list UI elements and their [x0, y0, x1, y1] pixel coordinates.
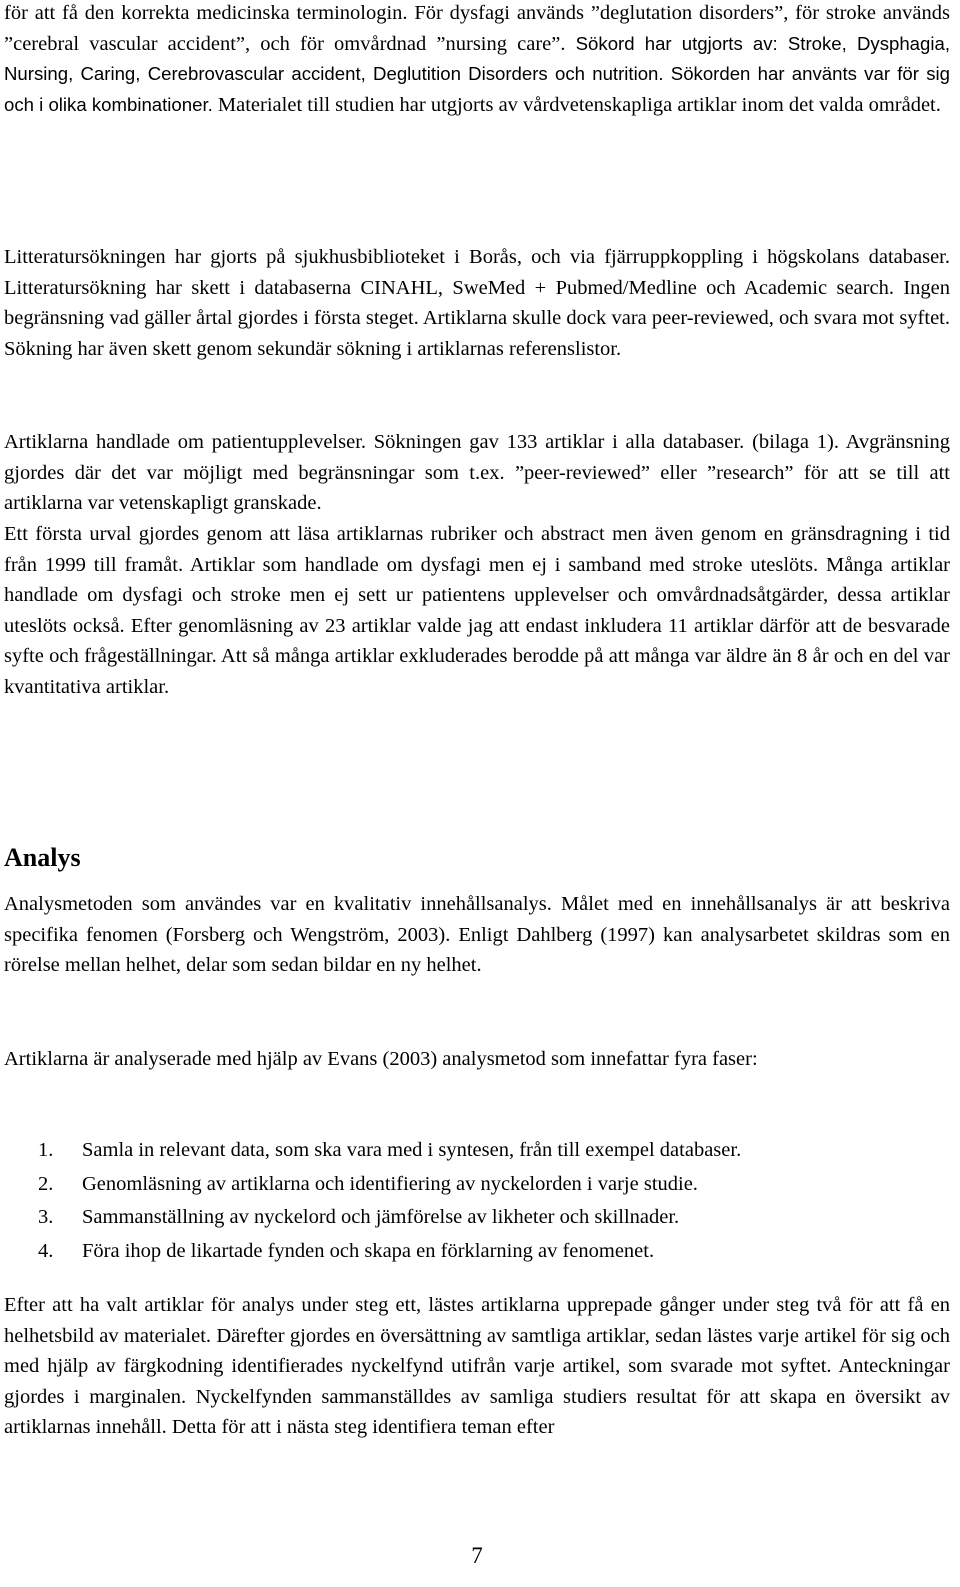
list-item-number: 4.	[38, 1239, 54, 1262]
paragraph-search-terms-keywords: Sökord har utgjorts av: Stroke, Dysphagia, Nursing, Caring, Cerebrovascular accident, Deglutition Disorders och nutrition. Sökorden har använts var för sig och i olika kombinationer.	[4, 32, 950, 115]
list-item-text: Föra ihop de likartade fynden och skapa en förklarning av fenomenet.	[82, 1239, 655, 1262]
list-item	[38, 1201, 948, 1235]
paragraph-selection: Ett första urval gjordes genom att läsa artiklarnas rubriker och abstract men även genom en gränsdragning i tid från 1999 till framåt. Artiklar som handlade om dysfagi men ej i samband med stroke uteslöts. Många artiklar handlade om dysfagi och stroke men ej sett ur patientens upplevelser och omvårdnadsåtgärder, dessa artiklar uteslöts också. Efter genomläsning av 23 artiklar valde jag att endast inkludera 11 artiklar därför att de besvarade syfte och frågeställningar. Att så många artiklar exkluderades berodde på att många var äldre än 8 år och en del var kvantitativa artiklar.	[4, 523, 950, 698]
paragraph-search-terms	[4, 0, 950, 120]
paragraph-analysis-method: Analysmetoden som användes var en kvalitativ innehållsanalys. Målet med en innehållsanalys är att beskriva specifika fenomen (Forsberg och Wengström, 2003). Enligt Dahlberg (1997) kan analysarbetet skildras som en rörelse mellan helhet, delar som sedan bildar en ny helhet.	[4, 893, 950, 976]
list-item	[38, 1235, 948, 1269]
list-item	[38, 1134, 948, 1168]
paragraph-evans-method: Artiklarna är analyserade med hjälp av Evans (2003) analysmetod som innefattar fyra faser:	[4, 1048, 758, 1070]
paragraph-analysis-process: Efter att ha valt artiklar för analys under steg ett, lästes artiklarna upprepade gånger under steg två för att få en helhetsbild av materialet. Därefter gjordes en översättning av samtliga artiklar, sedan lästes varje artikel för sig och med hjälp av färgkodning identifierades nyckelfynd utifrån varje artikel, som svarade mot syftet. Anteckningar gjordes i marginalen. Nyckelfynden sammanställdes av samliga studiers resultat för att skapa en översikt av artiklarnas innehåll. Detta för att i nästa steg identifiera teman efter	[4, 1294, 950, 1438]
list-item	[38, 1168, 948, 1202]
list-item-text: Samla in relevant data, som ska vara med i syntesen, från till exempel databaser.	[82, 1139, 742, 1161]
paragraph-search-terms-intro: för att få den korrekta medicinska terminologin. För dysfagi används ”deglutation disorders”, för stroke används ”cerebral vascular accident”, och för omvårdnad ”nursing care”.	[4, 2, 950, 55]
section-heading-analys: Analys	[4, 843, 81, 872]
list-item-number: 3.	[38, 1206, 54, 1228]
list-item-number: 2.	[38, 1172, 54, 1195]
paragraph-articles-result: Artiklarna handlade om patientupplevelser. Sökningen gav 133 artiklar i alla databaser. (bilaga 1). Avgränsning gjordes där det var möjligt med begränsningar som t.ex. ”peer-reviewed” eller ”research” för att se till att artiklarna var vetenskapligt granskade.	[4, 431, 950, 514]
paragraph-literature-search: Litteratursökningen har gjorts på sjukhusbiblioteket i Borås, och via fjärruppkoppling i högskolans databaser. Litteratursökning har skett i databaserna CINAHL, SweMed + Pubmed/Medline och Academic search. Ingen begränsning vad gäller årtal gjordes i första steget. Artiklarna skulle dock vara peer-reviewed, och svara mot syftet. Sökning har även skett genom sekundär sökning i artiklarnas referenslistor.	[4, 246, 950, 360]
list-item-text: Genomläsning av artiklarna och identifiering av nyckelorden i varje studie.	[82, 1172, 698, 1195]
list-item-number: 1.	[38, 1139, 54, 1161]
paragraph-search-terms-material: Materialet till studien har utgjorts av vårdvetenskapliga artiklar inom det valda området.	[212, 93, 941, 116]
page-number: 7	[471, 1543, 483, 1568]
list-item-text: Sammanställning av nyckelord och jämförelse av likheter och skillnader.	[82, 1206, 680, 1228]
analysis-phases-list	[38, 1134, 948, 1268]
document-page	[4, 0, 952, 1587]
